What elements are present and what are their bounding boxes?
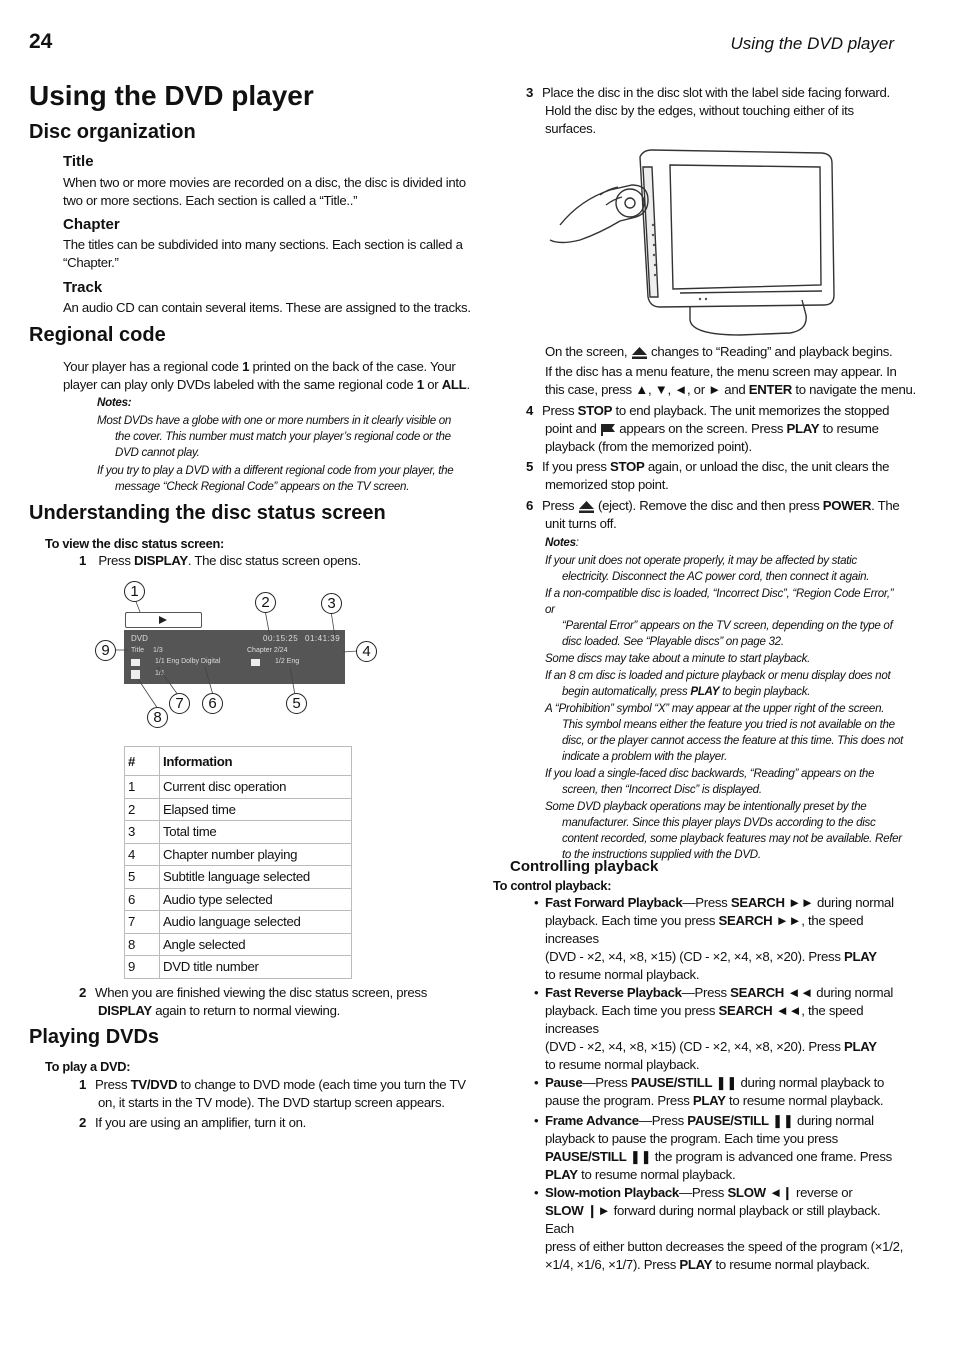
playing-step3: 3 Place the disc in the disc slot with the label side facing forward. Hold the disc by the edges, without touching either of its surfaces. [526,85,890,136]
eject-icon [631,346,648,360]
screen-elapsed: 00:15:25 [263,634,299,643]
table-row: 1 Current disc operation [125,776,352,799]
page-number: 24 [29,30,53,53]
table-row: 6 Audio type selected [125,888,352,911]
resume-mark-icon [600,423,616,437]
table-header-row [125,747,352,776]
disc-status-procedure: To view the disc status screen: [45,536,224,551]
table-row: 2 Elapsed time [125,798,352,821]
disc-organization-heading: Disc organization [29,121,196,143]
list-item: • Pause—Press PAUSE/STILL ❚❚ during normal playback to pause the program. Press PLAY to resume normal playback. [534,1075,885,1108]
tv-disc-insert-illustration [540,145,840,340]
slow-reverse-icon: ◄❙ [769,1185,793,1200]
playing-notes: If your unit does not operate properly, it may be affected by static electricity. Disconnect the AC power cord, then connect it again. If a non-compatible disc is loaded, “Incorrect Disc”, “Region Code Error,” or “Parental Error” appears on the TV screen, depending on the type of disc loaded. See “Playable discs” on page 32. Some discs may take about a minute to start playback. If an 8 cm disc is loaded and picture playback or menu display does not begin automatically, press PLAY to begin playback. A “Prohibition” symbol “X” may appear at the upper right of the screen. This symbol means either the feature you tried is not available on the disc, or the player cannot access the feature at this time. This does not indicate a problem with the player. If you load a single-faced disc backwards, “Reading” appears on the screen, then “Incorrect Disc” is displayed. Some DVD playback operations may be intentionally preset by the manufacturer. Since this player plays DVDs according to the disc content recorded, some playback features may not be available. Refer to the instructions supplied with the DVD. [545,554,903,861]
playing-step4: 4 Press STOP to end playback. The unit memorizes the stopped point and appears on the screen. Press PLAY to resume playback (from the memorized point). [526,403,890,454]
table-row: 7 Audio language selected [125,911,352,934]
chapter-heading: Chapter [63,216,120,233]
callout-5: 5 [286,693,307,714]
table-row: 5 Subtitle language selected [125,866,352,889]
table-header-num: # [125,747,160,776]
pause-icon: ❚❚ [715,1075,738,1090]
table-row: 3 Total time [125,821,352,844]
disc-status-step2: 2 When you are finished viewing the disc status screen, press DISPLAY again to return to normal viewing. [79,985,427,1018]
controlling-procedure: To control playback: [493,878,612,893]
playing-step5: 5 If you press STOP again, or unload the disc, the unit clears the memorized stop point. [526,459,890,492]
screen-dvd-label: DVD [131,634,148,643]
regional-text: Your player has a regional code 1 printed on the back of the case. Your player can play only DVDs labeled with the same regional code 1 or ALL. [63,359,470,392]
callout-3: 3 [321,593,342,614]
title-text: When two or more movies are recorded on a disc, the disc is divided into two or more sections. Each section is called a “Title..” [63,175,466,208]
screen-audio: 1/1 Eng Dolby Digital [155,658,221,665]
table-header-info: Information [160,747,352,776]
callout-6: 6 [202,693,223,714]
controlling-playback-heading: Controlling playback [510,858,659,875]
after-insert-text: On the screen, changes to “Reading” and playback begins. If the disc has a menu feature, the menu screen may appear. In this case, press ▲, ▼, ◄, or ► and ENTER to navigate the menu. [545,344,916,397]
playing-step6: 6 Press (eject). Remove the disc and then press POWER. The unit turns off. [526,498,900,531]
screen-total: 01:41:39 [305,634,341,643]
list-item: • Slow-motion Playback—Press SLOW ◄❙ reverse or SLOW ❙► forward during normal playback or still playback. Each press of either button decreases the speed of the program (×1/2, ×1/4, ×1/6, ×1/7). Press PLAY to resume normal playback. [534,1185,903,1272]
playing-step1: 1 Press TV/DVD to change to DVD mode (each time you turn the TV on, it starts in the TV mode). The DVD startup screen appears. [79,1077,466,1110]
playing-dvds-heading: Playing DVDs [29,1026,160,1048]
track-text: An audio CD can contain several items. These are assigned to the tracks. [63,300,471,315]
disc-status-illustration [95,582,380,726]
list-item: • Fast Reverse Playback—Press SEARCH ◄◄ during normal playback. Each time you press SEARCH ◄◄, the speed increases (DVD - ×2, ×4, ×8, ×15) (CD - ×2, ×4, ×8, ×20). Press PLAY to resume normal playback. [534,985,894,1072]
eject-icon [578,500,595,514]
controlling-list [534,894,905,1274]
screen-chapter: Chapter 2/24 [247,647,288,654]
table-row: 9 DVD title number [125,956,352,979]
callout-1: 1 [124,581,145,602]
disc-status-heading: Understanding the disc status screen [29,502,386,524]
callout-2: 2 [255,592,276,613]
fast-reverse-icon: ◄◄ [787,985,813,1000]
list-item: • Frame Advance—Press PAUSE/STILL ❚❚ during normal playback to pause the program. Each time you press PAUSE/STILL ❚❚ the program is advanced one frame. Press PLAY to resume normal playback. [534,1113,892,1182]
screen-subtitle: 1/2 Eng [275,658,300,665]
arrow-up-icon: ▲ [635,382,648,397]
playing-step2: 2 If you are using an amplifier, turn it on. [79,1115,307,1130]
regional-notes-label: Notes: [97,396,132,409]
arrow-left-icon: ◄ [674,382,687,397]
title-heading: Title [63,153,94,170]
pause-icon: ❚❚ [772,1113,794,1128]
track-heading: Track [63,279,103,296]
callout-7: 7 [169,693,190,714]
running-head: Using the DVD player [730,34,894,53]
callout-9: 9 [95,640,116,661]
screen-title-value: 1/3 [153,647,163,654]
status-info-table [124,746,352,979]
chapter-text: The titles can be subdivided into many sections. Each section is called a “Chapter.” [63,237,463,270]
pause-icon: ❚❚ [629,1149,652,1164]
callout-4: 4 [356,641,377,662]
playing-notes-label: Notes: [545,536,579,549]
arrow-down-icon: ▼ [654,382,668,397]
regional-code-heading: Regional code [29,324,166,346]
table-row: 4 Chapter number playing [125,843,352,866]
fast-forward-icon: ►► [775,913,802,928]
arrow-right-icon: ► [708,382,721,397]
playing-procedure: To play a DVD: [45,1059,131,1074]
disc-status-step1: 1 Press DISPLAY. The disc status screen opens. [79,553,361,568]
page-title: Using the DVD player [29,80,314,111]
table-row: 8 Angle selected [125,933,352,956]
screen-angle: 1/1 [155,670,165,677]
fast-reverse-icon: ◄◄ [775,1003,802,1018]
callout-8: 8 [147,707,168,728]
screen-title-label: Title [131,647,144,654]
regional-notes: Most DVDs have a globe with one or more numbers in it clearly visible on the cover. This number must match your player’s regional code or the DVD cannot play. If you try to play a DVD with a different regional code from your player, the message “Check Regional Code” appears on the TV screen. [97,414,454,493]
slow-forward-icon: ❙► [586,1203,611,1218]
fast-forward-icon: ►► [788,895,814,910]
list-item: • Fast Forward Playback—Press SEARCH ►► during normal playback. Each time you press SEARCH ►►, the speed increases (DVD - ×2, ×4, ×8, ×15) (CD - ×2, ×4, ×8, ×20). Press PLAY to resume normal playback. [534,895,894,982]
